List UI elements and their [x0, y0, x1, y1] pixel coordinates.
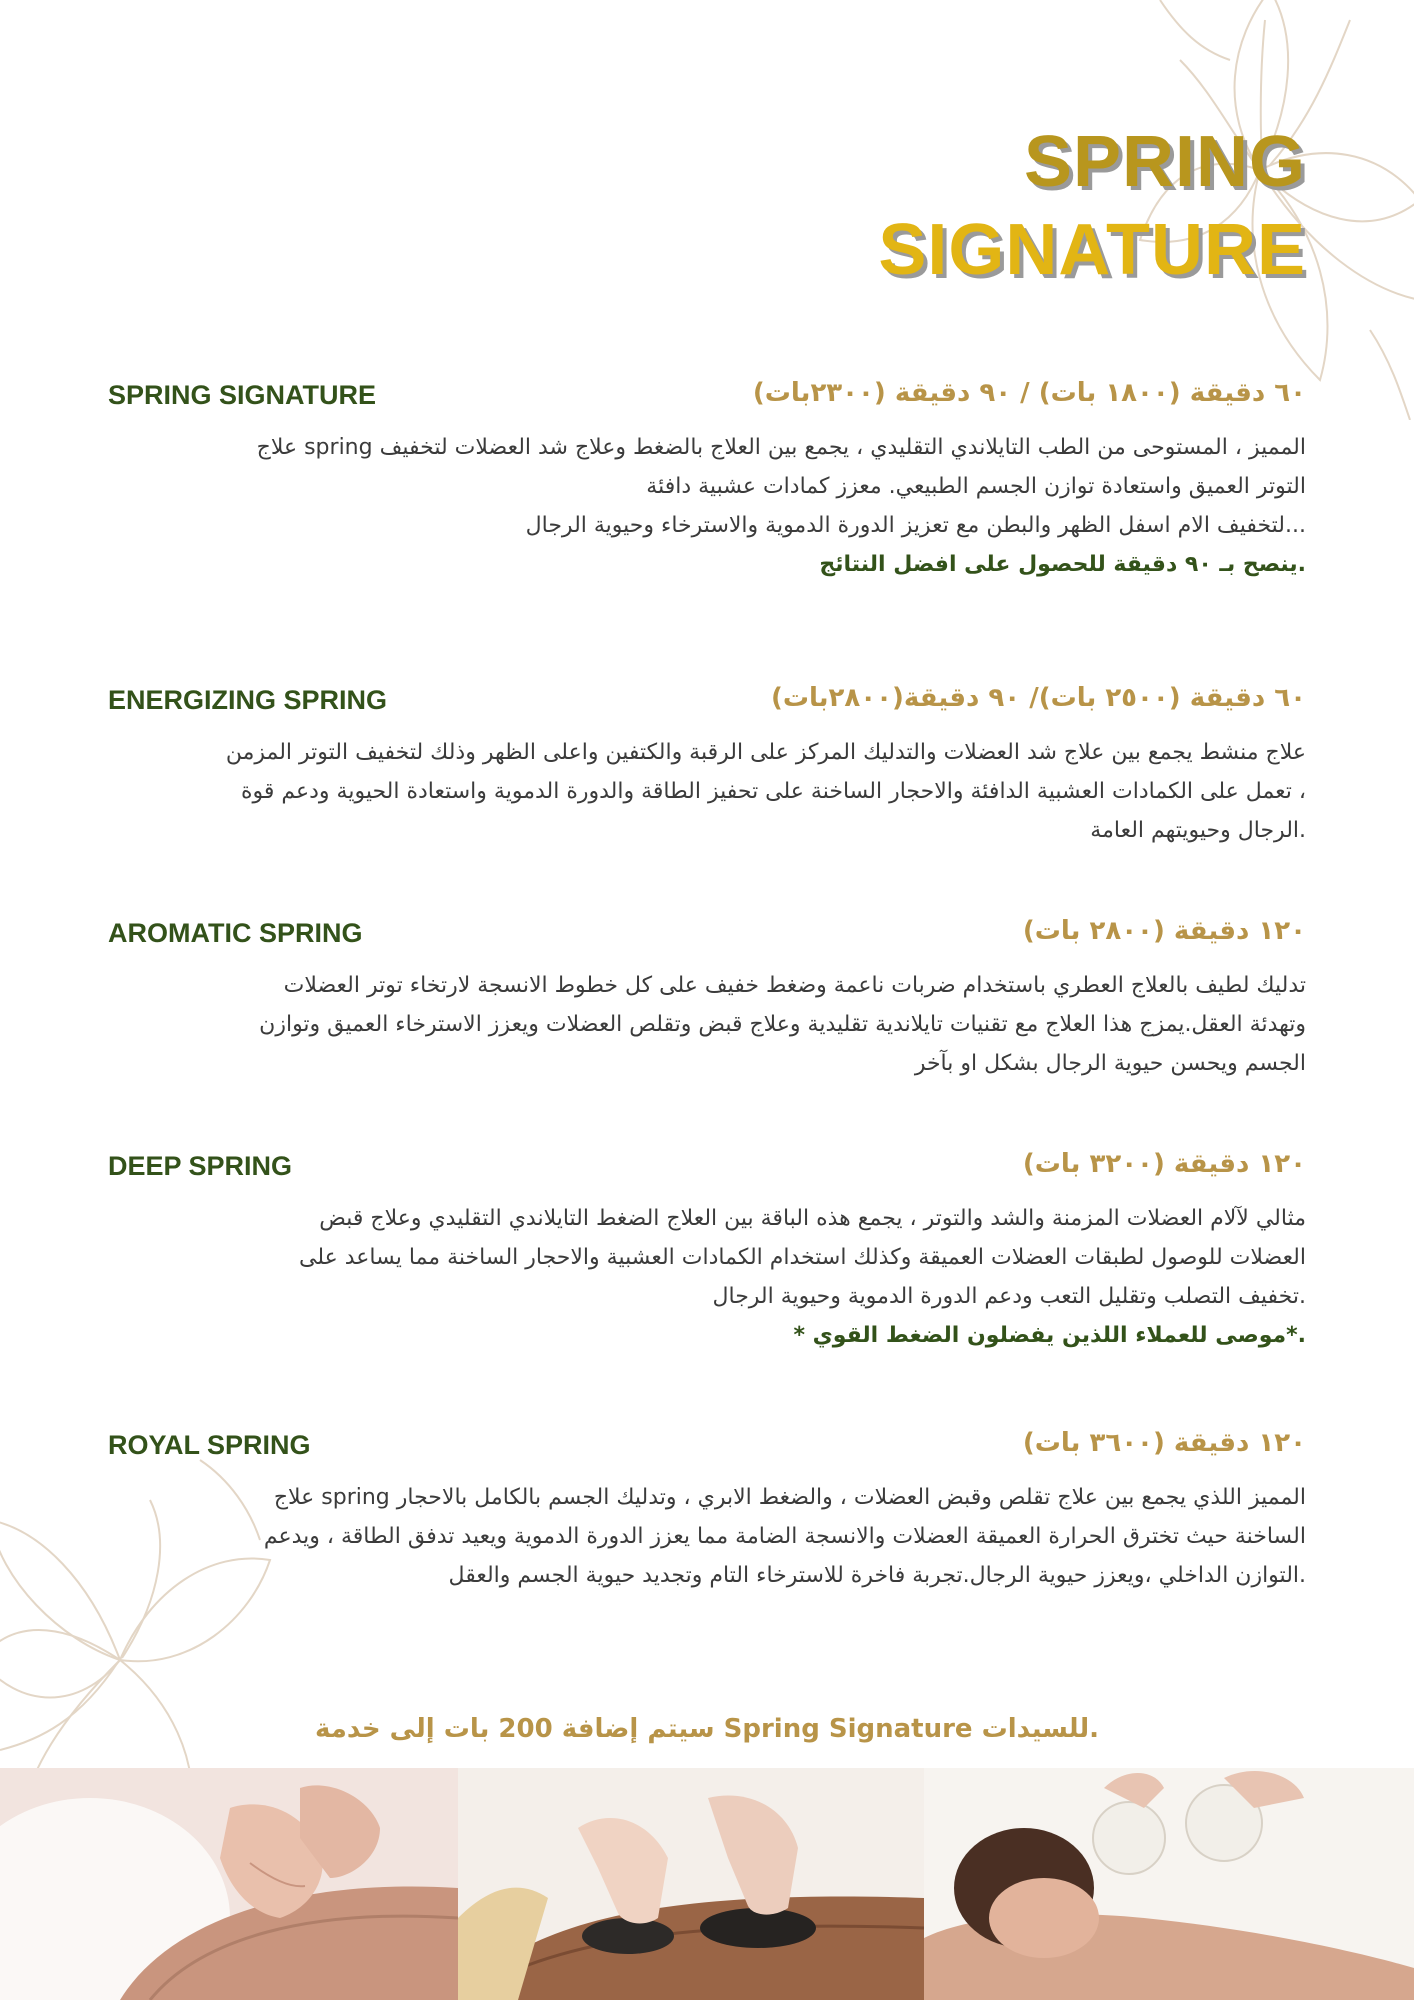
description-line: علاج منشط يجمع بين علاج شد العضلات والتدليك المركز على الرقبة والكتفين واعلى الظهر وذلك لتخفيف التوتر المزمن: [225, 740, 1306, 765]
treatment-description: [108, 428, 1306, 584]
treatment-price: ١٢٠ دقيقة (٣٢٠٠ بات): [1022, 1149, 1306, 1179]
massage-photo-1: [0, 1768, 458, 2000]
description-line: ، تعمل على الكمادات العشبية الدافئة والاحجار الساخنة على تحفيز الطاقة والدورة الدموية واستعادة الحيوية ودعم قوة: [240, 779, 1306, 804]
description-line: المميز اللذي يجمع بين علاج تقلص وقبض العضلات ، والضغط الابري ، وتدليك الجسم بالكامل بالاحجار spring علاج: [273, 1485, 1306, 1510]
herbal-compress-massage-photo: [924, 1768, 1414, 2000]
treatment-description: [108, 1478, 1306, 1595]
description-line: الجسم ويحسن حيوية الرجال بشكل او بآخر: [914, 1051, 1306, 1076]
hot-stone-massage-photo: [458, 1768, 924, 2000]
title-line-2: SIGNATURE: [878, 210, 1306, 290]
treatment-section-deep-spring: [108, 1145, 1306, 1355]
description-line: .تخفيف التصلب وتقليل التعب ودعم الدورة الدموية وحيوية الرجال: [712, 1284, 1306, 1309]
description-line: العضلات للوصول لطبقات العضلات العميقة وكذلك استخدام الكمادات العشبية والاحجار الساخنة مما يساعد على: [299, 1245, 1306, 1270]
treatment-name: ENERGIZING SPRING: [108, 685, 388, 715]
description-line: وتهدئة العقل.يمزج هذا العلاج مع تقنيات تايلاندية تقليدية وعلاج قبض وتقلص العضلات ويعزز الاسترخاء العميق وتوازن: [259, 1012, 1306, 1037]
treatment-price: ٦٠ دقيقة (٢٥٠٠ بات)/ ٩٠ دقيقة(٢٨٠٠بات): [770, 683, 1306, 713]
treatment-price: ٦٠ دقيقة (١٨٠٠ بات) / ٩٠ دقيقة (٢٣٠٠بات): [752, 378, 1306, 408]
ladies-surcharge-note: .للسيدات Spring Signature سيتم إضافة 200 بات إلى خدمة: [314, 1714, 1100, 1744]
treatment-price: ١٢٠ دقيقة (٣٦٠٠ بات): [1022, 1428, 1306, 1458]
treatment-section-aromatic-spring: [108, 912, 1306, 1083]
treatment-section-spring-signature: [108, 374, 1306, 584]
treatment-section-royal-spring: [108, 1424, 1306, 1595]
treatment-description: [108, 733, 1306, 850]
description-line: .الرجال وحيويتهم العامة: [1090, 818, 1306, 843]
treatment-description: [108, 1199, 1306, 1355]
description-line: ...لتخفيف الام اسفل الظهر والبطن مع تعزيز الدورة الدموية والاسترخاء وحيوية الرجال: [525, 513, 1306, 538]
page-title: [878, 118, 1306, 294]
description-line: .التوازن الداخلي ،ويعزز حيوية الرجال.تجربة فاخرة للاسترخاء التام وتجديد حيوية الجسم والعقل: [448, 1563, 1306, 1588]
title-line-1: SPRING: [1023, 122, 1306, 202]
treatment-note: .*موصى للعملاء اللذين يفضلون الضغط القوي *: [793, 1323, 1306, 1348]
treatment-description: [108, 966, 1306, 1083]
description-line: تدليك لطيف بالعلاج العطري باستخدام ضربات ناعمة وضغط خفيف على كل خطوط الانسجة لارتخاء توتر العضلات: [283, 973, 1306, 998]
description-line: الساخنة حيث تخترق الحرارة العميقة العضلات والانسجة الضامة مما يعزز الدورة الدموية ويعيد تدفق الطاقة ، ويدعم: [263, 1524, 1306, 1549]
treatment-name: ROYAL SPRING: [108, 1430, 311, 1460]
treatment-name: DEEP SPRING: [108, 1151, 293, 1181]
treatment-price: ١٢٠ دقيقة (٢٨٠٠ بات): [1022, 916, 1306, 946]
treatment-note: .ينصح بـ ٩٠ دقيقة للحصول على افضل النتائج: [819, 552, 1306, 577]
description-line: التوتر العميق واستعادة توازن الجسم الطبيعي. معزز كمادات عشبية دافئة: [646, 474, 1306, 499]
treatment-name: SPRING SIGNATURE: [108, 380, 377, 410]
description-line: مثالي لآلام العضلات المزمنة والشد والتوتر ، يجمع هذه الباقة بين العلاج الضغط التايلاندي التقليدي وعلاج قبض: [319, 1206, 1306, 1231]
description-line: المميز ، المستوحى من الطب التايلاندي التقليدي ، يجمع بين العلاج بالضغط وعلاج شد العضلات لتخفيف spring علاج: [256, 435, 1306, 460]
treatment-section-energizing-spring: [108, 679, 1306, 850]
treatment-name: AROMATIC SPRING: [108, 918, 363, 948]
